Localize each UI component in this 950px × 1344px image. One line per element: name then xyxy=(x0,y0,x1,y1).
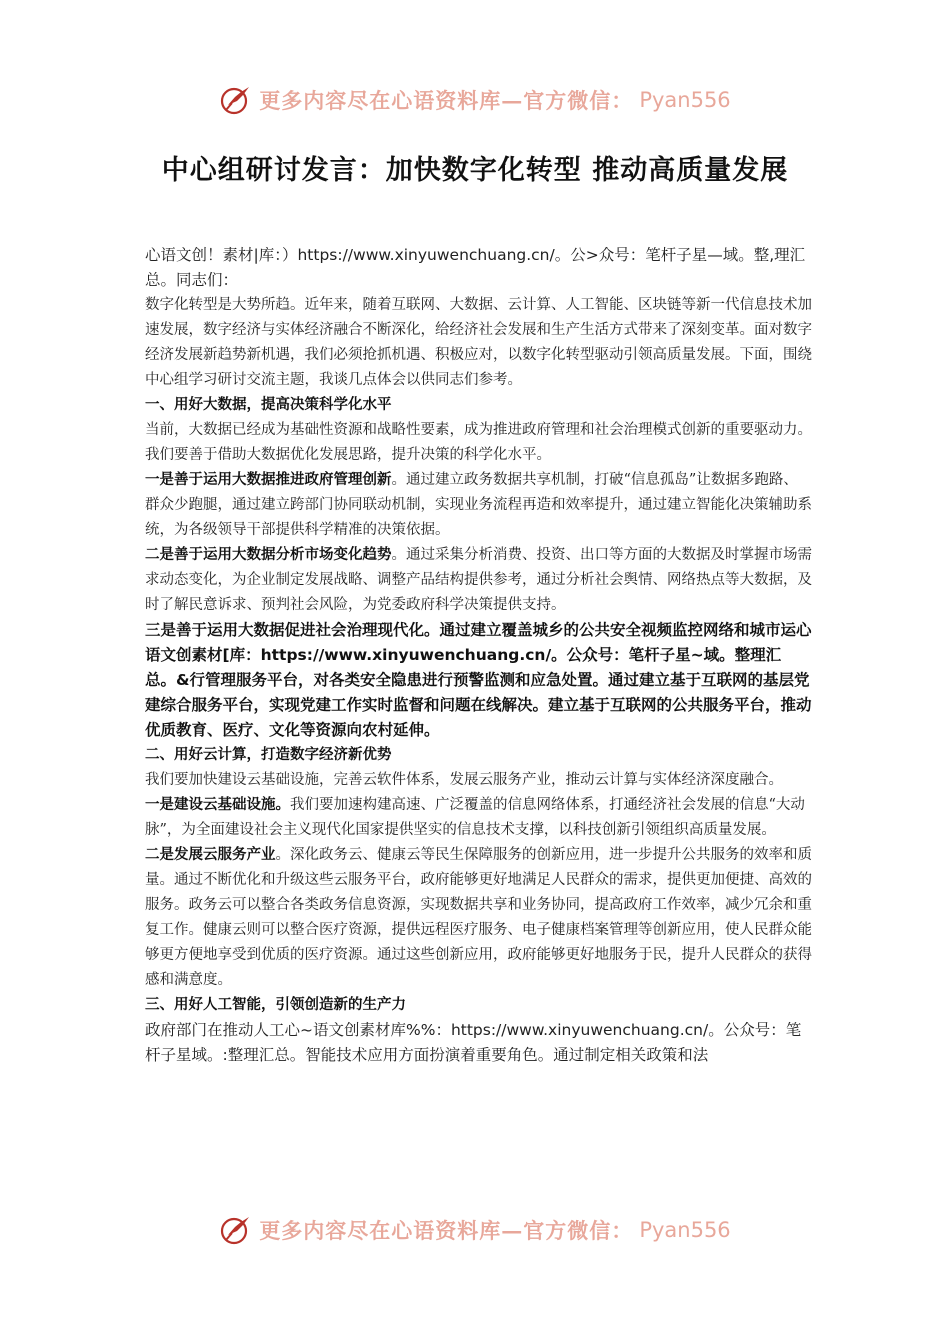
header-banner xyxy=(0,80,950,120)
point-lead: 二是发展云服务产业 xyxy=(145,847,276,863)
section-2-point-2 xyxy=(145,843,812,993)
intro-source-paragraph: 心语文创！素材|库：）https://www.xinyuwenchuang.cn/。公>众号：笔杆子星—域。整,理汇总。同志们： xyxy=(145,246,806,289)
section-1-point-3: 三是善于运用大数据促进社会治理现代化。通过建立覆盖城乡的公共安全视频监控网络和城市运心语文创素材[库：https://www.xinyuwenchuang.cn/。公众号：笔杆子星~域。整理汇总。&行管理服务平台，对各类安全隐患进行预警监测和应急处置。通过建立基于互联网的基层党建综合服务平台，实现党建工作实时监督和问题在线解决。建立基于互联网的公共服务平台，推动优质教育、医疗、文化等资源向农村延伸。 xyxy=(145,621,812,739)
point-body: 。通过建立政务数据共享机制，打破“信息孤岛”让数据多跑路、群众少跑腿，通过建立跨部门协同联动机制，实现业务流程再造和效率提升，通过建立智能化决策辅助系统，为各级领导干部提供科学精准的决策依据。 xyxy=(145,472,812,538)
page-title: 中心组研讨发言：加快数字化转型 推动高质量发展 xyxy=(161,155,789,186)
point-lead: 二是善于运用大数据分析市场变化趋势 xyxy=(145,547,392,563)
point-body: 。深化政务云、健康云等民生保障服务的创新应用，进一步提升公共服务的效率和质量。通过不断优化和升级这些云服务平台，政府能够更好地满足人民群众的需求，提供更加便捷、高效的服务。政务云可以整合各类政务信息资源，实现数据共享和业务协同，提高政府工作效率，减少冗余和重复工作。健康云则可以整合医疗资源，提供远程医疗服务、电子健康档案管理等创新应用，使人民群众能够更方便地享受到优质的医疗资源。通过这些创新应用，政府能够更好地服务于民，提升人民群众的获得感和满意度。 xyxy=(145,847,812,988)
point-lead: 一是建设云基础设施。 xyxy=(145,797,290,813)
banner-wechat-id: Pyan556 xyxy=(639,1218,731,1242)
quill-logo-icon xyxy=(219,1213,253,1247)
banner-text: 更多内容尽在心语资料库—官方微信： xyxy=(259,88,634,113)
point-lead: 一是善于运用大数据推进政府管理创新 xyxy=(145,472,392,488)
section-1-intro: 当前，大数据已经成为基础性资源和战略性要素，成为推进政府管理和社会治理模式创新的重要驱动力。我们要善于借助大数据优化发展思路，提升决策的科学化水平。 xyxy=(145,422,812,463)
section-1-point-2 xyxy=(145,543,812,618)
quill-logo-icon xyxy=(219,83,253,117)
section-heading-3: 三、用好人工智能，引领创造新的生产力 xyxy=(145,997,406,1013)
section-heading-1: 一、用好大数据，提高决策科学化水平 xyxy=(145,397,392,413)
section-1-point-1 xyxy=(145,468,812,543)
banner-wechat-id: Pyan556 xyxy=(639,88,731,112)
section-2-point-1 xyxy=(145,793,812,843)
banner-text: 更多内容尽在心语资料库—官方微信： xyxy=(259,1218,634,1243)
section-3-paragraph: 政府部门在推动人工心~语文创素材库%%：https://www.xinyuwenchuang.cn/。公众号：笔杆子星域。:整理汇总。智能技术应用方面扮演着重要角色。通过制定相关政策和法 xyxy=(145,1021,802,1064)
point-body: 。通过采集分析消费、投资、出口等方面的大数据及时掌握市场需求动态变化，为企业制定发展战略、调整产品结构提供参考，通过分析社会舆情、网络热点等大数据，及时了解民意诉求、预判社会风险，为党委政府科学决策提供支持。 xyxy=(145,547,812,613)
point-body: 我们要加速构建高速、广泛覆盖的信息网络体系，打通经济社会发展的信息“大动脉”，为全面建设社会主义现代化国家提供坚实的信息技术支撑，以科技创新引领组织高质量发展。 xyxy=(145,797,805,838)
section-2-intro: 我们要加快建设云基础设施，完善云软件体系，发展云服务产业，推动云计算与实体经济深度融合。 xyxy=(145,772,783,788)
footer-banner xyxy=(0,1210,950,1250)
section-heading-2: 二、用好云计算，打造数字经济新优势 xyxy=(145,747,392,763)
document-body xyxy=(145,243,812,1068)
intro-paragraph: 数字化转型是大势所趋。近年来，随着互联网、大数据、云计算、人工智能、区块链等新一代信息技术加速发展，数字经济与实体经济融合不断深化，给经济社会发展和生产生活方式带来了深刻变革。面对数字经济发展新趋势新机遇，我们必须抢抓机遇、积极应对，以数字化转型驱动引领高质量发展。下面，围绕中心组学习研讨交流主题，我谈几点体会以供同志们参考。 xyxy=(145,297,812,388)
